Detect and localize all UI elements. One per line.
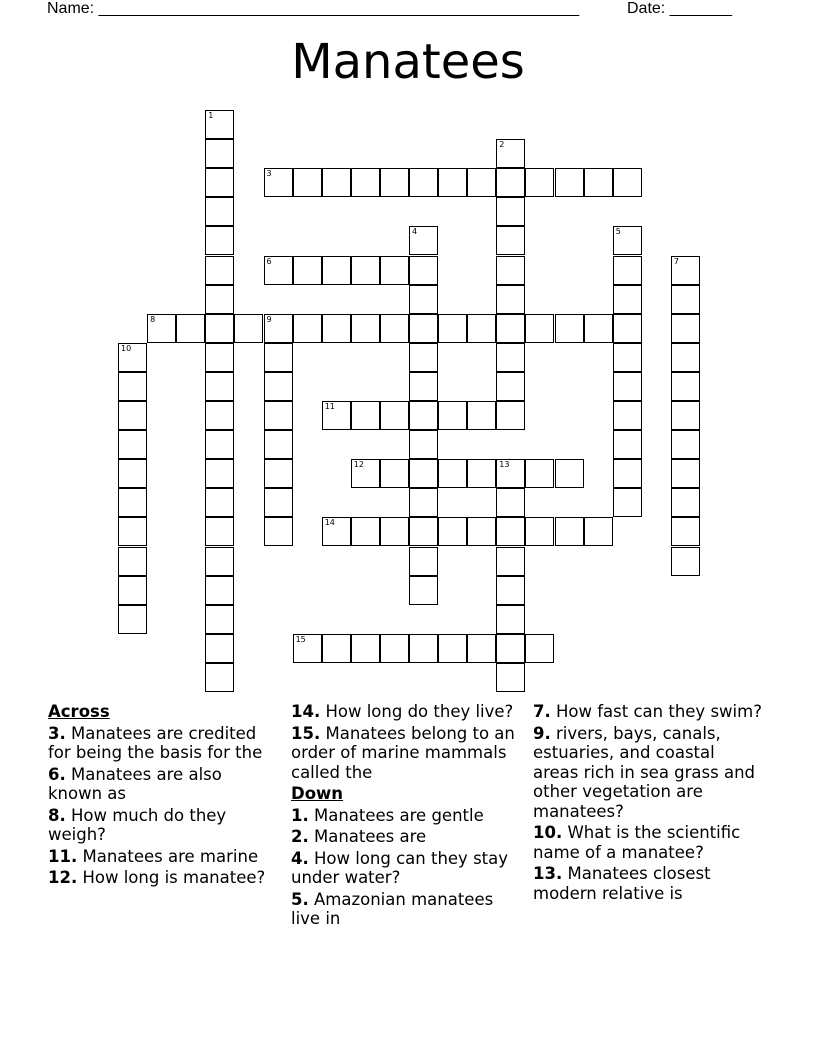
grid-cell[interactable] xyxy=(613,343,642,372)
clue-item xyxy=(48,847,280,867)
grid-cell[interactable] xyxy=(293,256,322,285)
down-clue-list xyxy=(291,806,523,929)
grid-cell[interactable] xyxy=(205,197,234,226)
clue-text: Manatees are credited for being the basis for the xyxy=(48,723,263,762)
grid-cell[interactable] xyxy=(409,459,438,488)
date-field-label[interactable]: Date: _______ xyxy=(627,0,732,17)
clue-number: 15. xyxy=(291,723,321,743)
grid-cell[interactable] xyxy=(322,634,351,663)
down-heading: Down xyxy=(291,784,344,803)
grid-cell[interactable] xyxy=(438,314,467,343)
clue-text: What is the scientific name of a manatee? xyxy=(533,823,741,862)
grid-cell[interactable] xyxy=(409,488,438,517)
grid-cell[interactable] xyxy=(264,430,293,459)
grid-cell[interactable] xyxy=(496,314,525,343)
clue-number-label: 5 xyxy=(615,227,621,237)
grid-cell[interactable] xyxy=(205,430,234,459)
grid-cell[interactable] xyxy=(496,285,525,314)
grid-cell[interactable] xyxy=(118,488,147,517)
grid-cell[interactable] xyxy=(264,256,293,285)
grid-cell[interactable] xyxy=(525,168,554,197)
clue-text: Manatees are xyxy=(308,827,427,846)
clue-number-label: 15 xyxy=(295,634,306,644)
grid-cell[interactable] xyxy=(613,401,642,430)
grid-cell[interactable] xyxy=(438,168,467,197)
clue-text: How fast can they swim? xyxy=(550,702,762,721)
grid-cell[interactable] xyxy=(467,634,496,663)
clue-text: How long is manatee? xyxy=(77,868,266,887)
grid-cell[interactable] xyxy=(438,634,467,663)
grid-cell[interactable] xyxy=(496,372,525,401)
grid-cell[interactable] xyxy=(496,197,525,226)
grid-cell[interactable] xyxy=(293,168,322,197)
clue-item xyxy=(48,765,280,804)
clue-item xyxy=(533,702,765,722)
grid-cell[interactable] xyxy=(409,226,438,255)
grid-cell[interactable] xyxy=(205,488,234,517)
clue-number-label: 3 xyxy=(266,169,272,179)
grid-cell[interactable] xyxy=(671,343,700,372)
clue-number: 14. xyxy=(291,702,321,721)
grid-cell[interactable] xyxy=(671,488,700,517)
grid-cell[interactable] xyxy=(555,314,584,343)
grid-cell[interactable] xyxy=(584,314,613,343)
grid-cell[interactable] xyxy=(671,314,700,343)
grid-cell[interactable] xyxy=(467,314,496,343)
grid-cell[interactable] xyxy=(525,634,554,663)
grid-cell[interactable] xyxy=(409,343,438,372)
grid-cell[interactable] xyxy=(205,459,234,488)
grid-cell[interactable] xyxy=(467,517,496,546)
clue-item xyxy=(291,890,523,929)
grid-cell[interactable] xyxy=(467,401,496,430)
grid-cell[interactable] xyxy=(351,634,380,663)
clues-column-1 xyxy=(48,702,280,890)
grid-cell[interactable] xyxy=(438,401,467,430)
grid-cell[interactable] xyxy=(496,226,525,255)
clue-number-label: 8 xyxy=(150,314,156,324)
grid-cell[interactable] xyxy=(118,517,147,546)
grid-cell[interactable] xyxy=(205,139,234,168)
grid-cell[interactable] xyxy=(671,401,700,430)
clue-text: Manatees are gentle xyxy=(308,805,484,825)
clue-number-label: 1 xyxy=(208,111,214,120)
grid-cell[interactable] xyxy=(205,314,234,343)
grid-cell[interactable] xyxy=(496,256,525,285)
grid-cell[interactable] xyxy=(118,343,147,372)
grid-cell[interactable] xyxy=(118,401,147,430)
grid-cell[interactable] xyxy=(205,110,234,139)
grid-cell[interactable] xyxy=(205,576,234,605)
grid-cell[interactable] xyxy=(467,459,496,488)
clue-item xyxy=(291,849,523,888)
clue-item xyxy=(48,806,280,845)
grid-cell[interactable] xyxy=(205,285,234,314)
grid-cell[interactable] xyxy=(264,314,293,343)
grid-cell[interactable] xyxy=(613,372,642,401)
grid-cell[interactable] xyxy=(176,314,205,343)
clue-item xyxy=(48,868,280,888)
grid-cell[interactable] xyxy=(613,459,642,488)
clue-number-label: 13 xyxy=(499,460,510,470)
clue-text: How much do they weigh? xyxy=(48,805,227,844)
grid-cell[interactable] xyxy=(671,459,700,488)
clue-item xyxy=(291,724,523,783)
grid-cell[interactable] xyxy=(496,634,525,663)
grid-cell[interactable] xyxy=(234,314,263,343)
clue-text: Manatees are also known as xyxy=(48,764,222,803)
grid-cell[interactable] xyxy=(322,401,351,430)
grid-cell[interactable] xyxy=(409,517,438,546)
clues-column-3 xyxy=(533,702,765,905)
grid-cell[interactable] xyxy=(496,605,525,634)
grid-cell[interactable] xyxy=(380,256,409,285)
grid-cell[interactable] xyxy=(147,314,176,343)
grid-cell[interactable] xyxy=(264,488,293,517)
grid-cell[interactable] xyxy=(264,343,293,372)
clue-text: How long can they stay under water? xyxy=(291,848,509,887)
grid-cell[interactable] xyxy=(525,517,554,546)
grid-cell[interactable] xyxy=(613,226,642,255)
grid-cell[interactable] xyxy=(409,372,438,401)
grid-cell[interactable] xyxy=(205,401,234,430)
grid-cell[interactable] xyxy=(351,314,380,343)
grid-cell[interactable] xyxy=(671,256,700,285)
grid-cell[interactable] xyxy=(496,517,525,546)
grid-cell[interactable] xyxy=(409,285,438,314)
clue-number-label: 7 xyxy=(673,256,679,266)
grid-cell[interactable] xyxy=(322,314,351,343)
grid-cell[interactable] xyxy=(496,576,525,605)
clue-number: 10. xyxy=(533,823,563,842)
grid-cell[interactable] xyxy=(264,372,293,401)
grid-cell[interactable] xyxy=(380,634,409,663)
clue-number: 8. xyxy=(48,805,66,825)
grid-cell[interactable] xyxy=(555,459,584,488)
grid-cell[interactable] xyxy=(322,256,351,285)
grid-cell[interactable] xyxy=(613,256,642,285)
grid-cell[interactable] xyxy=(496,401,525,430)
clue-number-label: 14 xyxy=(324,518,335,528)
grid-cell[interactable] xyxy=(525,459,554,488)
grid-cell[interactable] xyxy=(205,517,234,546)
grid-cell[interactable] xyxy=(322,517,351,546)
grid-cell[interactable] xyxy=(496,488,525,517)
grid-cell[interactable] xyxy=(205,226,234,255)
puzzle-title: Manatees xyxy=(291,34,525,90)
grid-cell[interactable] xyxy=(496,168,525,197)
grid-cell[interactable] xyxy=(380,459,409,488)
grid-cell[interactable] xyxy=(118,605,147,634)
across-clue-list xyxy=(48,724,280,888)
grid-cell[interactable] xyxy=(613,285,642,314)
grid-cell[interactable] xyxy=(118,547,147,576)
grid-cell[interactable] xyxy=(264,517,293,546)
grid-cell[interactable] xyxy=(264,168,293,197)
clue-text: How long do they live? xyxy=(320,702,514,721)
clue-text: Manatees belong to an order of marine mammals called the xyxy=(291,723,515,782)
grid-cell[interactable] xyxy=(613,314,642,343)
grid-cell[interactable] xyxy=(205,256,234,285)
clue-number-label: 11 xyxy=(324,402,335,411)
grid-cell[interactable] xyxy=(438,517,467,546)
grid-cell[interactable] xyxy=(409,401,438,430)
grid-cell[interactable] xyxy=(555,168,584,197)
clue-number: 13. xyxy=(533,864,563,883)
grid-cell[interactable] xyxy=(584,168,613,197)
grid-cell[interactable] xyxy=(525,314,554,343)
clue-number: 5. xyxy=(291,889,309,909)
clue-number-label: 4 xyxy=(412,227,418,237)
grid-cell[interactable] xyxy=(496,547,525,576)
clue-item xyxy=(291,827,523,847)
clue-text: Manatees are marine xyxy=(77,846,259,866)
grid-cell[interactable] xyxy=(205,343,234,372)
grid-cell[interactable] xyxy=(118,459,147,488)
grid-cell[interactable] xyxy=(380,517,409,546)
grid-cell[interactable] xyxy=(409,430,438,459)
clue-number: 6. xyxy=(48,764,66,784)
clue-number: 1. xyxy=(291,805,309,825)
grid-cell[interactable] xyxy=(409,547,438,576)
grid-cell[interactable] xyxy=(351,256,380,285)
grid-cell[interactable] xyxy=(118,576,147,605)
grid-cell[interactable] xyxy=(118,372,147,401)
grid-cell[interactable] xyxy=(584,517,613,546)
grid-cell[interactable] xyxy=(613,168,642,197)
clue-number: 3. xyxy=(48,723,66,743)
clue-text: rivers, bays, canals, estuaries, and coastal areas rich in sea grass and other vegetation are manatees? xyxy=(533,723,756,821)
name-field-label[interactable]: Name: ______________________________________________________ xyxy=(47,0,580,17)
grid-cell[interactable] xyxy=(380,401,409,430)
grid-cell[interactable] xyxy=(380,314,409,343)
grid-cell[interactable] xyxy=(671,285,700,314)
grid-cell[interactable] xyxy=(671,372,700,401)
clue-number: 9. xyxy=(533,723,551,743)
clue-number-label: 10 xyxy=(121,343,132,353)
grid-cell[interactable] xyxy=(409,256,438,285)
grid-cell[interactable] xyxy=(205,634,234,663)
grid-cell[interactable] xyxy=(613,488,642,517)
clue-number-label: 6 xyxy=(266,256,272,266)
clue-number: 4. xyxy=(291,848,309,868)
grid-cell[interactable] xyxy=(555,517,584,546)
grid-cell[interactable] xyxy=(205,605,234,634)
clue-number: 7. xyxy=(533,702,551,721)
grid-cell[interactable] xyxy=(496,663,525,692)
grid-cell[interactable] xyxy=(496,459,525,488)
grid-cell[interactable] xyxy=(409,576,438,605)
clue-item xyxy=(48,724,280,763)
grid-cell[interactable] xyxy=(351,401,380,430)
clue-text: Manatees closest modern relative is xyxy=(533,864,711,903)
down-clue-list-continued xyxy=(533,702,765,903)
clue-item xyxy=(533,864,765,903)
grid-cell[interactable] xyxy=(322,168,351,197)
clue-item xyxy=(533,724,765,822)
grid-cell[interactable] xyxy=(467,168,496,197)
grid-cell[interactable] xyxy=(293,634,322,663)
clues-column-2 xyxy=(291,702,523,931)
grid-cell[interactable] xyxy=(351,517,380,546)
clue-number-label: 9 xyxy=(266,314,272,324)
grid-cell[interactable] xyxy=(671,517,700,546)
grid-cell[interactable] xyxy=(293,314,322,343)
across-heading: Across xyxy=(48,702,110,721)
grid-cell[interactable] xyxy=(205,547,234,576)
grid-cell[interactable] xyxy=(496,139,525,168)
grid-cell[interactable] xyxy=(351,168,380,197)
grid-cell[interactable] xyxy=(671,547,700,576)
grid-cell[interactable] xyxy=(380,168,409,197)
grid-cell[interactable] xyxy=(264,459,293,488)
grid-cell[interactable] xyxy=(205,168,234,197)
grid-cell[interactable] xyxy=(205,372,234,401)
grid-cell[interactable] xyxy=(496,343,525,372)
clue-number-label: 2 xyxy=(499,140,505,150)
clue-number-label: 12 xyxy=(353,460,364,470)
grid-cell[interactable] xyxy=(118,430,147,459)
clue-item xyxy=(291,702,523,722)
across-clue-list-continued xyxy=(291,702,523,782)
grid-cell[interactable] xyxy=(438,459,467,488)
clue-number: 12. xyxy=(48,868,78,887)
grid-cell[interactable] xyxy=(264,401,293,430)
clue-text: Amazonian manatees live in xyxy=(291,889,494,928)
clue-number: 2. xyxy=(291,827,309,846)
grid-cell[interactable] xyxy=(671,430,700,459)
grid-cell[interactable] xyxy=(409,634,438,663)
grid-cell[interactable] xyxy=(205,663,234,692)
grid-cell[interactable] xyxy=(351,459,380,488)
clue-item xyxy=(291,806,523,826)
grid-cell[interactable] xyxy=(409,314,438,343)
clue-item xyxy=(533,823,765,862)
grid-cell[interactable] xyxy=(613,430,642,459)
grid-cell[interactable] xyxy=(409,168,438,197)
clue-number: 11. xyxy=(48,846,78,866)
